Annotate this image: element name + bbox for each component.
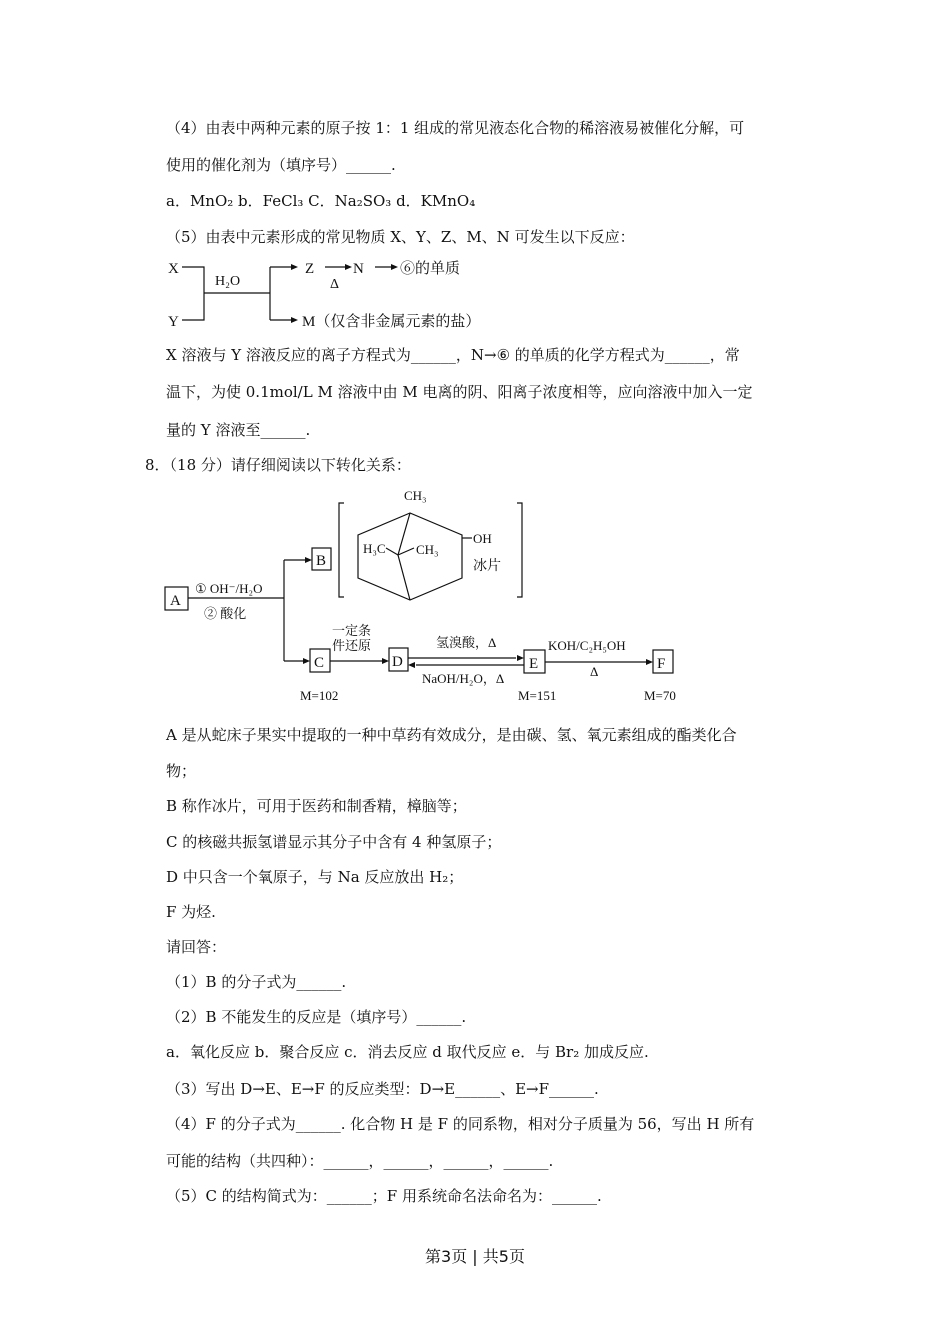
compound-a: A xyxy=(170,593,181,609)
label-h2o: H₂O xyxy=(215,274,241,289)
q7-part5-intro: （5）由表中元素形成的常见物质 X、Y、Z、M、N 可发生以下反应： xyxy=(166,228,635,246)
condition-hbr: 氢溴酸，Δ xyxy=(436,635,497,650)
q8-text-line: 物； xyxy=(166,762,197,780)
q8-text-line: （4）F 的分子式为______. 化合物 H 是 F 的同系物，相对分子质量为 56，写出 H 所有 xyxy=(166,1115,755,1133)
label-z: Z xyxy=(305,261,315,277)
q7-part5-line3: 量的 Y 溶液至______. xyxy=(166,421,311,439)
q8-text-line: （1）B 的分子式为______. xyxy=(166,973,347,991)
oh-label: OH xyxy=(473,531,492,546)
q8-text-line: 请回答： xyxy=(166,938,227,956)
compound-b: B xyxy=(316,553,327,569)
q8-title: 8．（18 分）请仔细阅读以下转化关系： xyxy=(145,456,411,474)
conversion-diagram xyxy=(160,480,760,710)
q8-text-line: A 是从蛇床子果实中提取的一种中草药有效成分，是由碳、氢、氧元素组成的酯类化合 xyxy=(166,726,737,744)
q8-text-line: 可能的结构（共四种）：______，______，______，______. xyxy=(166,1152,554,1170)
q8-text-line: a．氧化反应 b．聚合反应 c．消去反应 d 取代反应 e．与 Br₂ 加成反应. xyxy=(166,1043,649,1061)
compound-f: F xyxy=(657,656,666,672)
compound-c: C xyxy=(314,655,325,671)
condition-reduction-1: 一定条 xyxy=(332,623,372,638)
q8-text-line: （3）写出 D→E、E→F 的反应类型：D→E______、E→F______. xyxy=(166,1080,599,1098)
label-element-6: ⑥的单质 xyxy=(400,261,461,277)
mass-f: M=70 xyxy=(644,688,676,703)
q8-text-line: （2）B 不能发生的反应是（填序号）______. xyxy=(166,1008,467,1026)
q7-part4-line1: （4）由表中两种元素的原子按 1：1 组成的常见液态化合物的稀溶液易被催化分解，可 xyxy=(166,119,745,137)
condition-naoh: NaOH/H₂O，Δ xyxy=(422,671,505,686)
label-y: Y xyxy=(168,314,179,330)
condition-reduction-2: 件还原 xyxy=(332,638,372,653)
q8-text-line: B 称作冰片，可用于医药和制香精，樟脑等； xyxy=(166,797,467,815)
q8-text-line: D 中只含一个氧原子，与 Na 反应放出 H₂； xyxy=(166,868,464,886)
q7-part5-line1: X 溶液与 Y 溶液反应的离子方程式为______，N→⑥ 的单质的化学方程式为______，常 xyxy=(166,346,740,364)
q8-text-line: F 为烃. xyxy=(166,903,216,921)
label-m: M（仅含非金属元素的盐） xyxy=(302,314,481,330)
reaction-diagram-xyz xyxy=(160,250,500,330)
q7-part5-line2: 温下，为使 0.1mol/L M 溶液中由 M 电离的阴、阳离子浓度相等，应向溶液中加入一定 xyxy=(166,383,753,401)
borneol-label: 冰片 xyxy=(473,559,501,574)
ch3-label: CH₃ xyxy=(416,542,439,557)
mass-c: M=102 xyxy=(300,688,339,703)
condition-koh: KOH/C₂H₅OH xyxy=(548,638,626,653)
q8-text-line: C 的核磁共振氢谱显示其分子中含有 4 种氢原子； xyxy=(166,833,502,851)
mass-e: M=151 xyxy=(518,688,557,703)
step1-label: ① OH⁻/H₂O xyxy=(195,581,263,596)
label-x: X xyxy=(168,261,179,277)
q7-part4-line2: 使用的催化剂为（填序号）______. xyxy=(166,156,396,174)
step2-label: ② 酸化 xyxy=(204,606,247,621)
compound-e: E xyxy=(529,656,539,672)
ch3-top: CH₃ xyxy=(404,488,427,503)
label-delta: Δ xyxy=(330,277,340,292)
q7-part4-options: a．MnO₂ b．FeCl₃ C．Na₂SO₃ d．KMnO₄ xyxy=(166,192,476,210)
condition-delta: Δ xyxy=(590,664,599,679)
label-n: N xyxy=(353,261,364,277)
h3c-label: H₃C xyxy=(363,541,386,556)
page-footer: 第3页 | 共5页 xyxy=(425,1247,525,1266)
q8-text-line: （5）C 的结构简式为：______；F 用系统命名法命名为：______. xyxy=(166,1187,602,1205)
compound-d: D xyxy=(392,654,403,670)
